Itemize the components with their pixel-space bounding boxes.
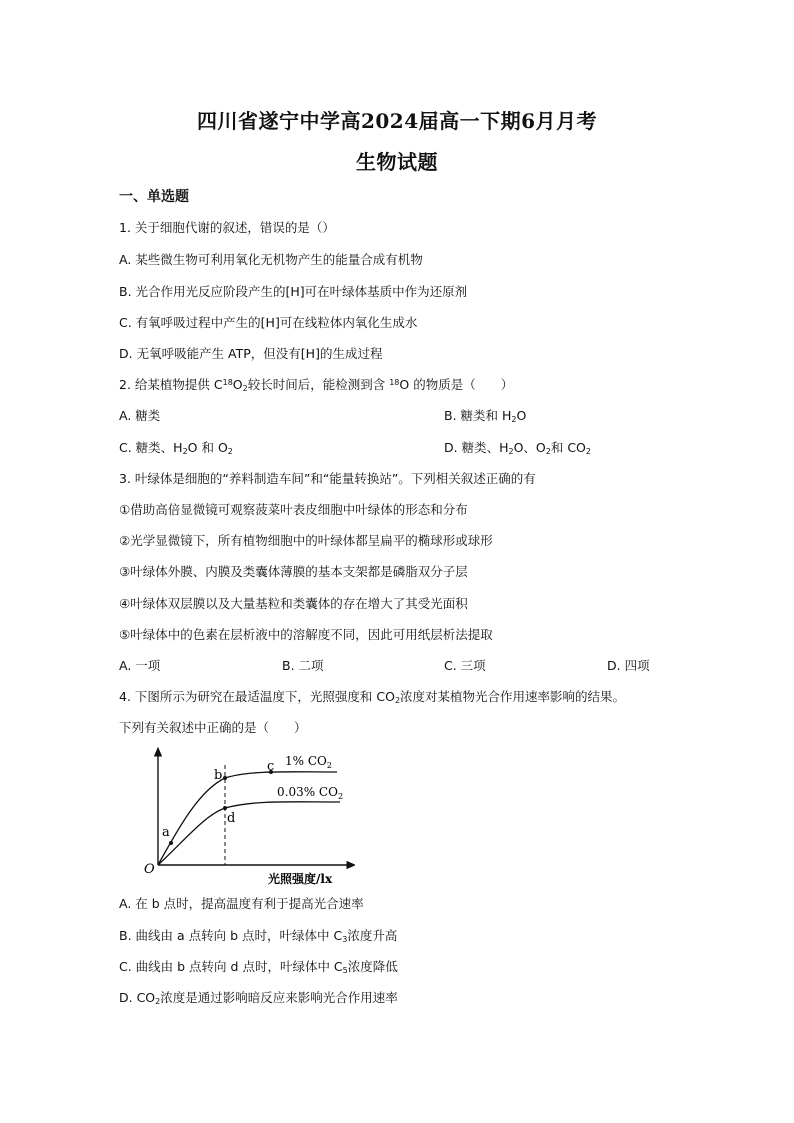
curve-003pct-co2 (158, 802, 340, 865)
page-title: 四川省遂宁中学高2024届高一下期6月月考 (196, 109, 598, 133)
label-a: a (162, 825, 170, 840)
label-b: b (214, 768, 223, 783)
q1-option-b: B. 光合作用光反应阶段产生的[H]可在叶绿体基质中作为还原剂 (119, 284, 468, 299)
label-d: d (227, 811, 236, 826)
q3-option-a: A. 一项 (119, 658, 161, 673)
series-label-003pct: 0.03% $CO_2$ (277, 785, 344, 801)
q1-stem: 1. 关于细胞代谢的叙述，错误的是（） (119, 220, 335, 235)
q3-stem: 3. 叶绿体是细胞的“养料制造车间”和“能量转换站”。下列相关叙述正确的有 (119, 471, 536, 486)
q4-option-d: D. $CO_2$浓度是通过影响暗反应来影响光合作用速率 (119, 990, 398, 1006)
q3-option-b: B. 二项 (282, 658, 324, 673)
q4-chart (140, 745, 355, 885)
q2-stem: 2. 给某植物提供 $C^{18}O_2$较长时间后，能检测到含 $^{18}$O 的物质是（ ） (119, 377, 514, 393)
q1-option-c: C. 有氧呼吸过程中产生的[H]可在线粒体内氧化生成水 (119, 315, 418, 330)
q2-option-a: A. 糖类 (119, 408, 161, 423)
q4-figure (140, 745, 355, 888)
x-axis-label: 光照强度/lx (268, 872, 333, 885)
q1-option-d: D. 无氧呼吸能产生 ATP，但没有[H]的生成过程 (119, 346, 383, 361)
q3-statement-5: ⑤叶绿体中的色素在层析液中的溶解度不同，因此可用纸层析法提取 (119, 627, 493, 642)
point-b (223, 776, 227, 780)
q3-statement-2: ②光学显微镜下，所有植物细胞中的叶绿体都呈扁平的椭球形或球形 (119, 533, 493, 548)
q2-option-b: B. 糖类和 $H_2O$ (444, 408, 527, 424)
q2-option-c: C. 糖类、$H_2O$ 和 $O_2$ (119, 440, 233, 456)
q3-statement-3: ③叶绿体外膜、内膜及类囊体薄膜的基本支架都是磷脂双分子层 (119, 564, 468, 579)
q3-statement-1: ①借助高倍显微镜可观察菠菜叶表皮细胞中叶绿体的形态和分布 (119, 502, 468, 517)
point-d (223, 806, 227, 810)
q2-option-d: D. 糖类、$H_2O$、$O_2$和 $CO_2$ (444, 440, 591, 456)
label-c: c (267, 759, 275, 774)
q3-option-d: D. 四项 (607, 658, 650, 673)
series-label-1pct: 1% $CO_2$ (285, 754, 332, 770)
q4-stem-line1: 4. 下图所示为研究在最适温度下，光照强度和 $CO_2$浓度对某植物光合作用速率影响的结果。 (119, 689, 626, 705)
origin-label: O (144, 862, 155, 877)
section-heading: 一、单选题 (119, 189, 189, 205)
q4-stem-line2: 下列有关叙述中正确的是（ ） (119, 720, 307, 735)
q1-option-a: A. 某些微生物可利用氧化无机物产生的能量合成有机物 (119, 252, 423, 267)
q4-option-a: A. 在 b 点时，提高温度有利于提高光合速率 (119, 896, 364, 911)
point-a (169, 841, 173, 845)
q3-statement-4: ④叶绿体双层膜以及大量基粒和类囊体的存在增大了其受光面积 (119, 596, 468, 611)
q4-option-b: B. 曲线由 a 点转向 b 点时，叶绿体中 $C_3$浓度升高 (119, 928, 398, 944)
q3-option-c: C. 三项 (444, 658, 486, 673)
q4-option-c: C. 曲线由 b 点转向 d 点时，叶绿体中 $C_5$浓度降低 (119, 959, 398, 975)
page-subtitle: 生物试题 (356, 150, 438, 174)
